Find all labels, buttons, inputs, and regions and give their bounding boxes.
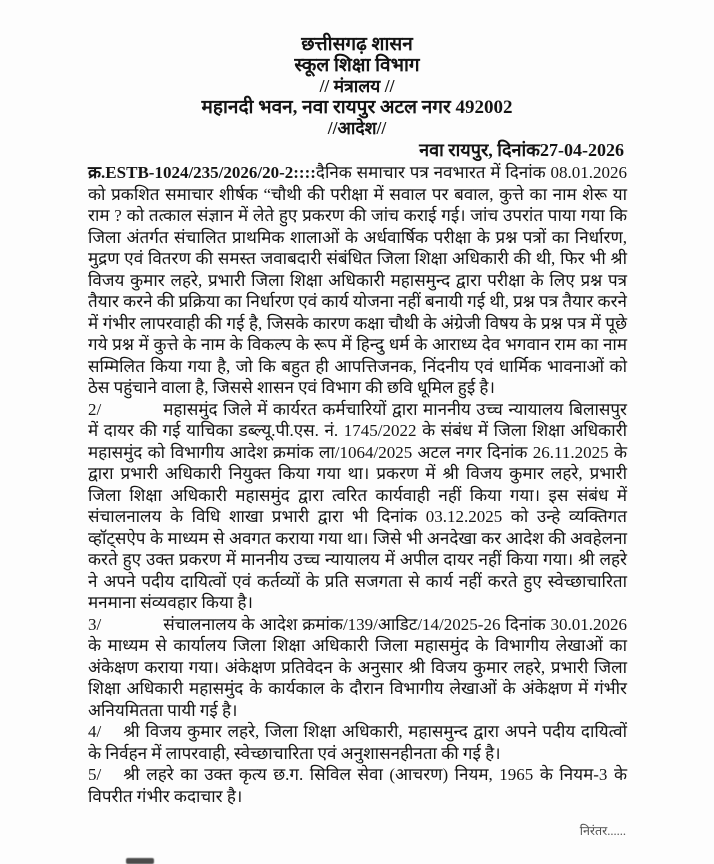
paragraph-5-number: 5/ [88, 765, 102, 784]
order-label: //आदेश// [327, 118, 387, 138]
paragraph-4 [88, 721, 627, 764]
department-name: स्कूल शिक्षा विभाग [294, 55, 420, 76]
paragraph-4-number: 4/ [88, 722, 102, 741]
scan-artifact-mark [126, 858, 154, 864]
address-line: महानदी भवन, नवा रायपुर अटल नगर 492002 [201, 97, 513, 118]
place-date-line: नवा रायपुर, दिनांक27-04-2026 [419, 140, 624, 160]
paragraph-2-number: 2/ [88, 399, 102, 419]
reference-number: क्र.ESTB-1024/235/2026/20-2:::: [88, 163, 316, 182]
paragraph-2 [88, 399, 627, 614]
paragraph-3-text: संचालनालय के आदेश क्रमांक/139/आडिट/14/2025-26 दिनांक 30.01.2026 के माध्यम से कार्यालय जिला शिक्षा अधिकारी जिला महासमुंद के विभागीय लेखाओं का अंकेक्षण कराया गया। अंकेक्षण प्रतिवेदन के अनुसार श्री विजय कुमार लहरे, प्रभारी जिला शिक्षा अधिकारी महासमुंद के कार्यकाल के दौरान विभागीय लेखाओं के अंकेक्षण में गंभीर अनियमितता पायी गई है। [88, 614, 627, 720]
paragraph-2-text: महासमुंद जिले में कार्यरत कर्मचारियों द्वारा माननीय उच्च न्यायालय बिलासपुर में दायर की गई याचिका डब्ल्यू.पी.एस. नं. 1745/2022 के संबंध में जिला शिक्षा अधिकारी महासमुंद को विभागीय आदेश क्रमांक ला/1064/2025 अटल नगर दिनांक 26.11.2025 के द्वारा प्रभारी अधिकारी नियुक्त किया गया था। प्रकरण में श्री विजय कुमार लहरे, प्रभारी जिला शिक्षा अधिकारी महासमुंद द्वारा त्वरित कार्यवाही नहीं किया गया। इस संबंध में संचालनालय के विधि शाखा प्रभारी द्वारा भी दिनांक 03.12.2025 को उन्हे व्यक्तिगत व्हॉट्सऐप के माध्यम से अवगत कराया गया था। जिसे भी अनदेखा कर आदेश की अवहेलना करते हुए उक्त प्रकरण में माननीय उच्च न्यायालय में अपील दायर नहीं किया गया। श्री लहरे ने अपने पदीय दायित्वों एवं कर्तव्यों के प्रति सजगता से कार्य नहीं करते हुए स्वेच्छाचारिता मनमाना संव्यवहार किया है। [88, 399, 627, 612]
paragraph-3-number: 3/ [88, 614, 102, 634]
paragraph-1-text: दैनिक समाचार पत्र नवभारत में दिनांक 08.01.2026 को प्रकशित समाचार शीर्षक “चौथी की परीक्षा में सवाल पर बवाल, कुत्ते का नाम शेरू या राम ? को तत्काल संज्ञान में लेते हुए प्रकरण की जांच कराई गई। जांच उपरांत पाया गया कि जिला अंतर्गत संचालित प्राथमिक शालाओं के अर्धवार्षिक परीक्षा के प्रश्न पत्रों का निर्धारण, मुद्रण एवं वितरण की समस्त जवाबदारी संबंधित जिला शिक्षा अधिकारी की थी, फिर भी श्री विजय कुमार लहरे, प्रभारी जिला शिक्षा अधिकारी महासमुन्द द्वारा परीक्षा के लिए प्रश्न पत्र तैयार करने की प्रक्रिया का निर्धारण एवं कार्य योजना नहीं बनायी गई थी, प्रश्न पत्र तैयार करने में गंभीर लापरवाही की गई है, जिसके कारण कक्षा चौथी के अंग्रेजी विषय के प्रश्न पत्र में पूछे गये प्रश्न में कुत्ते के नाम के विकल्प के रूप में हिन्दु धर्म के आराध्य देव भगवान राम का नाम सम्मिलित किया गया है, जो कि बहुत ही आपत्तिजनक, निंदनीय एवं धार्मिक भावनाओं को ठेस पहुंचाने वाला है, जिससे शासन एवं विभाग की छवि धूमिल हुई है। [88, 163, 627, 397]
paragraph-5 [88, 764, 627, 807]
paragraph-4-text: श्री विजय कुमार लहरे, जिला शिक्षा अधिकारी, महासमुन्द द्वारा अपने पदीय दायित्वों के निर्वहन में लापरवाही, स्वेच्छाचारिता एवं अनुशासनहीनता की गई है। [88, 722, 627, 763]
document-body [88, 162, 627, 807]
paragraph-3 [88, 614, 627, 722]
document-header [0, 0, 714, 139]
ministry-label: // मंत्रालय // [319, 76, 395, 96]
government-name: छत्तीसगढ़ शासन [301, 34, 413, 55]
paragraph-5-text: श्री लहरे का उक्त कृत्य छ.ग. सिविल सेवा (आचरण) नियम, 1965 के नियम-3 के विपरीत गंभीर कदाचार है। [88, 765, 627, 806]
continuation-note: निरंतर...... [579, 824, 626, 838]
paragraph-1 [88, 162, 627, 399]
